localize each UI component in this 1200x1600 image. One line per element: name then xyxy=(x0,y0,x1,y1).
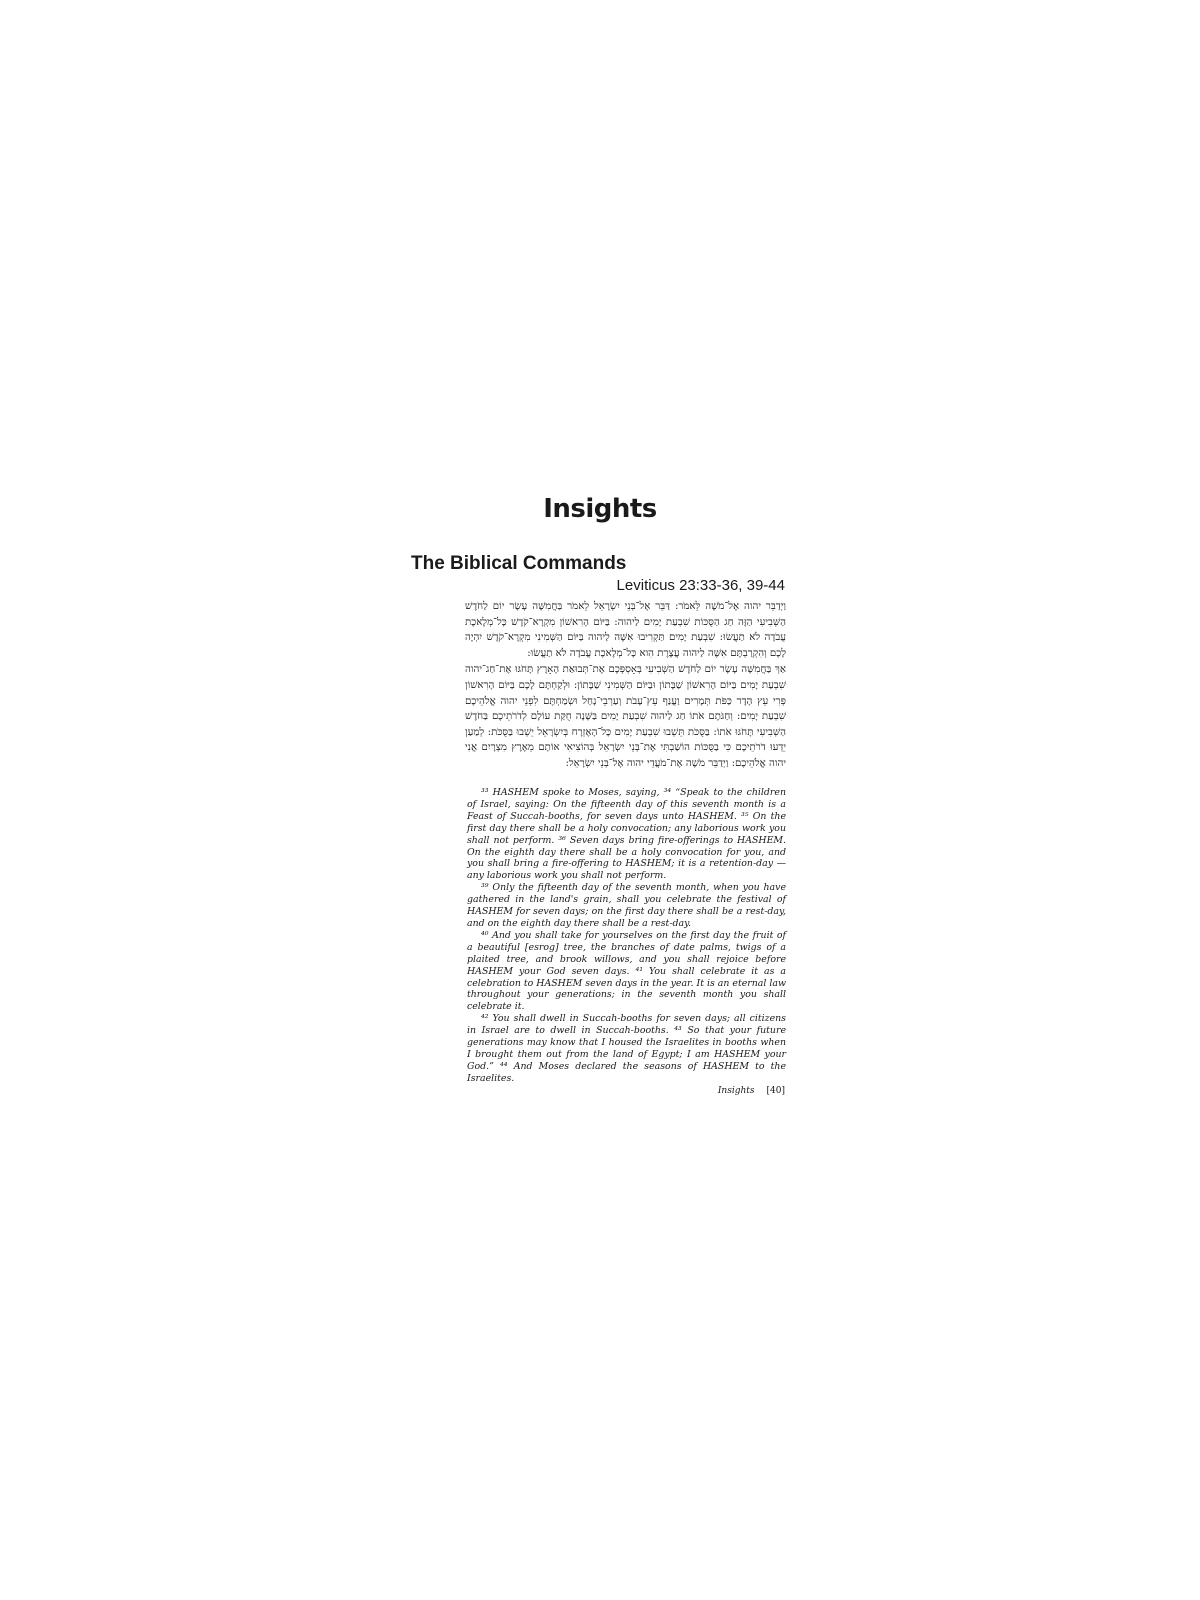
section-heading: The Biblical Commands xyxy=(411,553,627,574)
hebrew-text-block xyxy=(465,599,786,773)
hebrew-paragraph: אַךְ בַּחֲמִשָּׁה עָשָׂר יוֹם לַחֹדֶשׁ הַשְּׁבִיעִי בְּאָסְפְּכֶם אֶת־תְּבוּאַת הָאָרֶץ תָּחֹגּוּ אֶת־חַג־יהוה שִׁבְעַת יָמִים בַּיּוֹם הָרִאשׁוֹן שַׁבָּתוֹן וּבַיּוֹם הַשְּׁמִינִי שַׁבָּתוֹן: וּלְקַחְתֶּם לָכֶם בַּיּוֹם הָרִאשׁוֹן פְּרִי עֵץ הָדָר כַּפֹּת תְּמָרִים וַעֲנַף עֵץ־עָבֹת וְעַרְבֵי־נָחַל וּשְׂמַחְתֶּם לִפְנֵי יהוה אֱלֹהֵיכֶם שִׁבְעַת יָמִים: וְחַגֹּתֶם אֹתוֹ חַג לַיהוה שִׁבְעַת יָמִים בַּשָּׁנָה חֻקַּת עוֹלָם לְדֹרֹתֵיכֶם בַּחֹדֶשׁ הַשְּׁבִיעִי תָּחֹגּוּ אֹתוֹ: בַּסֻּכֹּת תֵּשְׁבוּ שִׁבְעַת יָמִים כָּל־הָאֶזְרָח בְּיִשְׂרָאֵל יֵשְׁבוּ בַּסֻּכֹּת: לְמַעַן יֵדְעוּ דֹרֹתֵיכֶם כִּי בַסֻּכּוֹת הוֹשַׁבְתִּי אֶת־בְּנֵי יִשְׂרָאֵל בְּהוֹצִיאִי אוֹתָם מֵאֶרֶץ מִצְרָיִם אֲנִי יהוה אֱלֹהֵיכֶם: וַיְדַבֵּר מֹשֶׁה אֶת־מֹעֲדֵי יהוה אֶל־בְּנֵי יִשְׂרָאֵל: xyxy=(465,664,786,769)
page-number: [40] xyxy=(766,1086,785,1096)
page-footer xyxy=(560,1085,785,1096)
english-paragraph: ⁴² You shall dwell in Succah-booths for seven days; all citizens in Israel are to dwell in Succah-booths. ⁴³ So that your future generations may know that I housed the Israelites in booths when I brought them out from the land of Egypt; I am HASHEM your God.” ⁴⁴ And Moses declared the seasons of HASHEM to the Israelites. xyxy=(467,1013,786,1084)
scripture-citation: Leviticus 23:33-36, 39-44 xyxy=(616,577,785,594)
english-translation-block xyxy=(467,787,786,1085)
english-paragraph: ³³ HASHEM spoke to Moses, saying, ³⁴ “Speak to the children of Israel, saying: On the fifteenth day of this seventh month is a Feast of Succah-booths, for seven days unto HASHEM. ³⁵ On the first day there shall be a holy convocation; any laborious work you shall not perform. ³⁶ Seven days bring fire-offerings to HASHEM. On the eighth day there shall be a holy convocation for you, and you shall bring a fire-offering to HASHEM; it is a retention-day — any laborious work you shall not perform. xyxy=(467,787,786,882)
english-paragraph: ³⁹ Only the fifteenth day of the seventh month, when you have gathered in the land's grain, shall you celebrate the festival of HASHEM for seven days; on the first day there shall be a rest-day, and on the eighth day there shall be a rest-day. xyxy=(467,882,786,929)
english-paragraph: ⁴⁰ And you shall take for yourselves on the first day the fruit of a beautiful [esrog] tree, the branches of date palms, twigs of a plaited tree, and brook willows, and you shall rejoice before HASHEM your God seven days. ⁴¹ You shall celebrate it as a celebration to HASHEM seven days in the year. It is an eternal law throughout your generations; in the seventh month you shall celebrate it. xyxy=(467,929,786,1013)
hebrew-paragraph: וַיְדַבֵּר יהוה אֶל־מֹשֶׁה לֵּאמֹר: דַּבֵּר אֶל־בְּנֵי יִשְׂרָאֵל לֵאמֹר בַּחֲמִשָּׁה עָשָׂר יוֹם לַחֹדֶשׁ הַשְּׁבִיעִי הַזֶּה חַג הַסֻּכּוֹת שִׁבְעַת יָמִים לַיהוה: בַּיּוֹם הָרִאשׁוֹן מִקְרָא־קֹדֶשׁ כָּל־מְלֶאכֶת עֲבֹדָה לֹא תַעֲשׂוּ: שִׁבְעַת יָמִים תַּקְרִיבוּ אִשֶּׁה לַיהוה בַּיּוֹם הַשְּׁמִינִי מִקְרָא־קֹדֶשׁ יִהְיֶה לָכֶם וְהִקְרַבְתֶּם אִשֶּׁה לַיהוה עֲצֶרֶת הִוא כָּל־מְלֶאכֶת עֲבֹדָה לֹא תַעֲשׂוּ: xyxy=(465,601,786,659)
footer-label: Insights xyxy=(717,1086,755,1096)
page-title: Insights xyxy=(543,494,657,524)
